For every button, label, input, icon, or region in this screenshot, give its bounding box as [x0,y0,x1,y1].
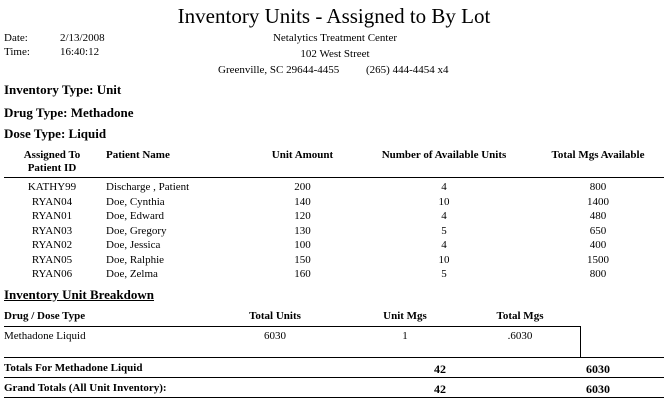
cell-total-mgs: 400 [589,239,607,251]
cell-total-mgs: 1400 [587,195,609,208]
cell-total-mgs: 480 [589,210,607,222]
breakdown-header-rule [4,326,580,327]
breakdown-header-drug: Drug / Dose Type [4,310,86,322]
date-value: 2/13/2008 [60,32,105,44]
cell-patient-id: RYAN04 [31,195,73,208]
cell-available-units: 5 [441,224,447,237]
header-available-units: Number of Available Units [381,149,507,161]
units-header-rule [4,177,664,178]
date-label: Date: [4,32,28,44]
cell-available-units: 4 [441,239,447,251]
cell-patient-name: Doe, Gregory [106,224,167,237]
drug-type: Drug Type: Methadone [4,105,134,120]
inventory-type: Inventory Type: Unit [4,82,122,97]
cell-unit-amount: 120 [294,210,311,222]
totals-bottom-rule [4,397,664,398]
cell-total-mgs: 800 [589,268,607,280]
dose-type: Dose Type: Liquid [4,126,107,141]
cell-patient-id: RYAN03 [31,224,73,237]
breakdown-title: Inventory Unit Breakdown [4,287,155,302]
cell-unit-amount: 150 [294,253,311,266]
cell-patient-id: KATHY99 [27,181,77,193]
cell-patient-name: Doe, Zelma [106,268,158,280]
cell-available-units: 10 [438,195,450,208]
breakdown-header-total-mgs: Total Mgs [496,310,544,322]
cell-patient-name: Doe, Edward [106,210,165,222]
cell-patient-id: RYAN02 [31,239,73,251]
cell-total-mgs: 650 [589,224,607,237]
org-phone: (265) 444-4454 x4 [366,64,449,76]
cell-patient-name: Discharge , Patient [106,181,190,193]
cell-patient-id: RYAN06 [31,268,73,280]
grand-totals-label: Grand Totals (All Unit Inventory): [4,382,167,394]
grand-totals-units: 42 [434,382,446,396]
header-patient-name: Patient Name [106,149,170,161]
breakdown-drug: Methadone Liquid [4,330,86,342]
cell-total-mgs: 800 [589,181,607,193]
totals-methadone-mgs: 6030 [586,362,610,376]
org-city: Greenville, SC 29644-4455 [218,64,340,76]
time-label: Time: [4,46,30,58]
cell-patient-id: RYAN05 [31,253,73,266]
cell-patient-id: RYAN01 [31,210,73,222]
breakdown-total-mgs: .6030 [507,330,533,342]
cell-available-units: 10 [438,253,450,266]
cell-unit-amount: 100 [294,239,311,251]
cell-patient-name: Doe, Cynthia [106,195,165,208]
time-value: 16:40:12 [60,46,100,58]
totals-methadone-label: Totals For Methadone Liquid [4,362,143,374]
breakdown-total-units: 6030 [264,330,286,342]
header-assigned-to [10,149,94,175]
cell-unit-amount: 130 [294,224,311,237]
breakdown-header-total-units: Total Units [249,310,301,322]
cell-available-units: 4 [441,181,447,193]
breakdown-side-rule [580,326,581,358]
totals-methadone-units: 42 [434,362,446,376]
cell-unit-amount: 140 [294,195,311,208]
org-street: 102 West Street [300,48,370,60]
header-assigned-to-line1: Assigned To [23,149,81,161]
cell-available-units: 5 [441,268,447,280]
cell-available-units: 4 [441,210,447,222]
cell-unit-amount: 160 [294,268,311,280]
header-unit-amount: Unit Amount [271,149,334,161]
cell-total-mgs: 1500 [587,253,609,266]
totals-middle-rule [4,377,664,378]
cell-patient-name: Doe, Ralphie [106,253,165,266]
breakdown-unit-mgs: 1 [402,330,408,342]
header-assigned-to-line2: Patient ID [27,162,77,174]
breakdown-header-unit-mgs: Unit Mgs [383,310,427,322]
totals-top-rule [4,357,664,358]
report-title: Inventory Units - Assigned to By Lot [177,4,491,28]
header-total-mgs: Total Mgs Available [551,149,645,161]
cell-unit-amount: 200 [294,181,311,193]
cell-patient-name: Doe, Jessica [106,239,161,251]
org-name: Netalytics Treatment Center [272,32,398,44]
grand-totals-mgs: 6030 [586,382,610,396]
